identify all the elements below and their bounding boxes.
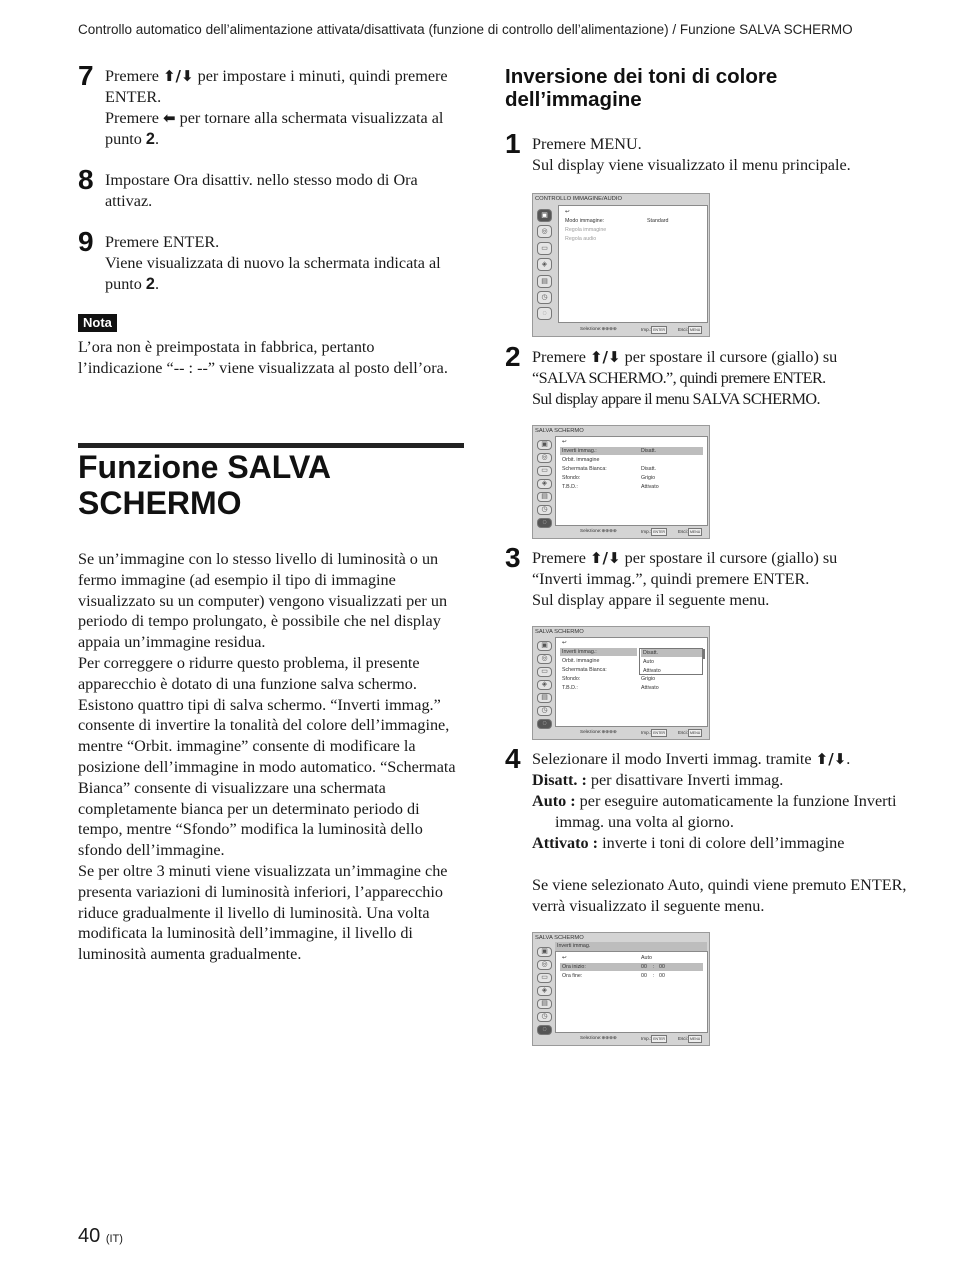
timer-icon: ◷ [537,291,552,304]
osd-icon-column [537,440,555,531]
osd-panel [558,205,708,323]
osd-row-selected: Inverti immag.: Disatt. [560,447,703,455]
display-icon: ▭ [537,242,552,255]
osd-row: Orbit. immagine [562,457,600,463]
pip-icon: ▤ [537,999,552,1009]
timer-icon: ◷ [537,706,552,716]
osd-row-return [560,438,703,446]
dropdown-option: Auto [643,659,654,665]
screensaver-icon: ◌ [537,518,552,528]
paragraph: Se un’immagine con lo stesso livello di luminosità o un fermo immagine (ad esempio il tipo di immagine visualizzato su un computer) vengono visualizzati per un periodo di tempo prolungato, è possibile che nel display appaia un’immagine residua. [78,550,448,652]
setup-icon: ◈ [537,479,552,489]
screensaver-icon: ◌ [537,1025,552,1035]
osd-row: Schermata Bianca: [562,667,607,673]
osd-panel [555,436,708,526]
up-down-arrow-icon: ⬆/⬇ [815,750,847,768]
osd-title: CONTROLLO IMMAGINE/AUDIO [535,196,622,202]
section-rule [78,443,464,448]
up-down-arrow-icon: ⬆/⬇ [589,348,621,366]
osd-row-return: ↩ Auto [562,955,652,961]
osd-screen-salva-schermo [532,425,710,539]
running-header: Controllo automatico dell’alimentazione attivata/disattivata (funzione di controllo dell’alimentazione) / Funzione SALVA SCHERMO [78,22,853,37]
step-number: 9 [78,226,94,257]
pip-icon: ▤ [537,275,552,288]
osd-row: Regola immagine [565,227,607,233]
step-text: Premere ⬆/⬇ per impostare i minuti, quindi premere ENTER. Premere ⬅ per tornare alla schermata visualizzata al punto 2. [105,67,448,148]
osd-footer: Selezione:⊕⊕⊕⊕ Imp.: ENTER Esci: MENU [580,729,701,736]
osd-row: Sfondo: Grigio [562,475,656,481]
osd-title: SALVA SCHERMO [535,935,584,941]
left-arrow-icon: ⬅ [162,109,176,127]
timer-icon: ◷ [537,1012,552,1022]
osd-row: Modo immagine: Standard [565,218,669,224]
paragraph: Se per oltre 3 minuti viene visualizzata un’immagine che presenta variazioni di luminosità inferiori, l’apparecchio riduce gradualmente il livello di luminosità. Una volta modificata la luminosità dell’immagine, il livello di luminosità aumenta gradualmente. [78,861,448,964]
picture-audio-icon: ▣ [537,641,552,651]
osd-title: SALVA SCHERMO [535,428,584,434]
osd-row: T.B.D.: Attivato [562,484,659,490]
step-text: Impostare Ora disattiv. nello stesso modo di Ora attivaz. [105,171,418,210]
language-icon: ◌ [537,307,552,320]
setup-icon: ◈ [537,986,552,996]
display-icon: ▭ [537,973,552,983]
osd-panel [555,637,708,727]
osd-row: Ora fine: 00 : 00 [562,973,665,979]
note-text: L’ora non è preimpostata in fabbrica, pertanto l’indicazione “-- : --” viene visualizzata al posto dell’ora. [78,338,448,377]
osd-icon-column [537,947,555,1038]
osd-row-selected: Ora inizio: 00 : 00 [560,963,703,971]
return-icon: ↩ [562,640,567,646]
inverti-dropdown [639,648,703,675]
picture-audio-icon: ▣ [537,209,552,222]
osd-footer: Selezione:⊕⊕⊕⊕ Imp.: ENTER Esci: MENU [580,528,701,535]
dropdown-option-selected: Disatt. [641,649,702,657]
osd-row: T.B.D.: Attivato [562,685,659,691]
section-title: Funzione SALVA SCHERMO [78,449,332,521]
body-paragraphs [78,549,464,965]
display-icon: ▭ [537,466,552,476]
osd-footer: Selezione:⊕⊕⊕⊕ Imp.: ENTER Esci: MENU [580,326,701,333]
screen-icon: ◎ [537,225,552,238]
osd-screen-main-menu [532,193,710,337]
dropdown-option: Attivato [643,668,661,674]
pip-icon: ▤ [537,693,552,703]
up-down-arrow-icon: ⬆/⬇ [162,67,194,85]
setup-icon: ◈ [537,680,552,690]
osd-row: Regola audio [565,236,597,242]
osd-title: SALVA SCHERMO [535,629,584,635]
step-number: 7 [78,60,94,91]
osd-row-selected: Inverti immag.: [560,648,637,656]
screen-icon: ◎ [537,654,552,664]
osd-row: Schermata Bianca: Disatt. [562,466,657,472]
step-text: Premere ⬆/⬇ per spostare il cursore (giallo) su “SALVA SCHERMO.”, quindi premere ENTER. Sul display appare il menu SALVA SCHERMO. [532,348,838,408]
paragraph: Per correggere o ridurre questo problema, il presente apparecchio è dotato di una funzione salva schermo. Esistono quattro tipi di salva schermo. “Inverti immag.” consente di invertire la tonalità del colore dell’immagine, mentre “Orbit. immagine” consente di modificare la posizione dell’immagine in modo automatico. “Schermata Bianca” consente di visualizzare una schermata completamente bianca per un determinato periodo di tempo, mentre “Sfondo” modifica la luminosità dello sfondo dell’immagine. [78,653,456,860]
screen-icon: ◎ [537,960,552,970]
osd-row-return [560,639,703,647]
return-icon: ↩ [562,439,567,445]
osd-panel [555,951,708,1033]
step-text: Premere ENTER. Viene visualizzata di nuovo la schermata indicata al punto 2. [105,233,441,293]
pip-icon: ▤ [537,492,552,502]
step-number: 8 [78,164,94,195]
setup-icon: ◈ [537,258,552,271]
timer-icon: ◷ [537,505,552,515]
note-badge: Nota [78,314,117,332]
osd-row: Orbit. immagine [562,658,600,664]
step-number: 1 [505,128,521,159]
up-down-arrow-icon: ⬆/⬇ [589,549,621,567]
step-number: 2 [505,341,521,372]
picture-audio-icon: ▣ [537,440,552,450]
osd-row-return [563,208,703,216]
step-number: 4 [505,743,521,774]
osd-subtitle: Inverti immag. [555,942,707,951]
display-icon: ▭ [537,667,552,677]
osd-screen-inverti-dropdown [532,626,710,740]
osd-screen-inverti-auto [532,932,710,1046]
page-number: 40 (IT) [78,1225,123,1247]
dropdown-scrollbar [702,649,705,659]
osd-icon-column [537,641,555,732]
osd-footer: Selezione:⊕⊕⊕⊕ Imp.: ENTER Esci: MENU [580,1035,701,1042]
screen-icon: ◎ [537,453,552,463]
subsection-title: Inversione dei toni di colore dell’immagine [505,65,778,111]
osd-icon-column [537,209,555,324]
step-number: 3 [505,542,521,573]
step-text: Premere MENU. Sul display viene visualizzato il menu principale. [532,135,851,174]
step-text: Selezionare il modo Inverti immag. tramite ⬆/⬇. Disatt. : per disattivare Inverti immag. Auto : per eseguire automaticamente la funzione Inverti immag. una volta al giorno. Attivato : inverte i toni di colore dell’immagine Se viene selezionato Auto, quindi viene premuto ENTER, verrà visualizzato il seguente menu. [532,750,907,915]
return-icon: ↩ [562,955,567,961]
step-text: Premere ⬆/⬇ per spostare il cursore (giallo) su “Inverti immag.”, quindi premere ENTER. Sul display appare il seguente menu. [532,549,838,609]
osd-row: Sfondo: Grigio [562,676,656,682]
screensaver-icon: ◌ [537,719,552,729]
picture-audio-icon: ▣ [537,947,552,957]
return-icon: ↩ [565,209,570,215]
